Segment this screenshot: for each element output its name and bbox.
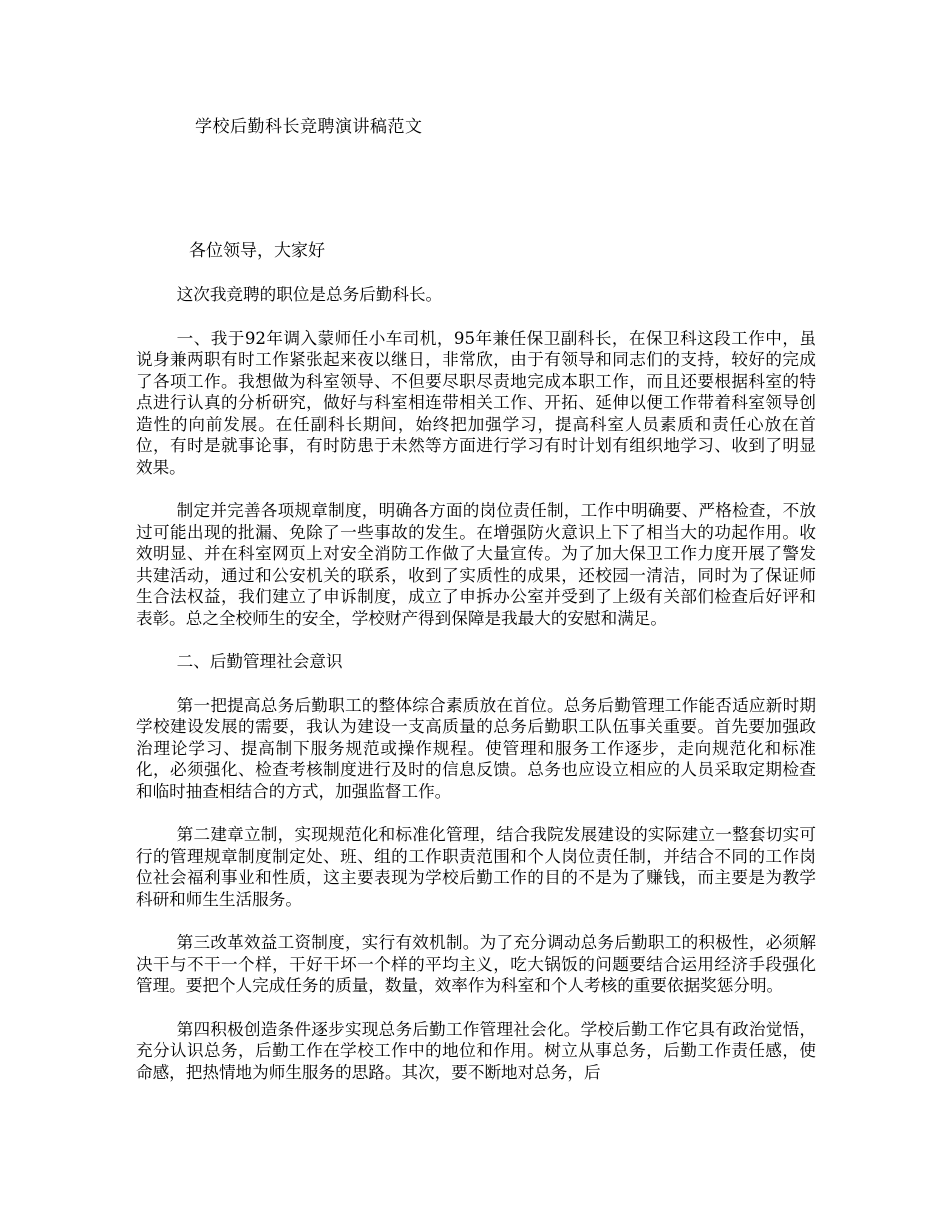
paragraph-second-point: 第二建章立制，实现规范化和标准化管理，结合我院发展建设的实际建立一整套切实可行的管理规章制度制定处、班、组的工作职责范围和个人岗位责任制，并结合不同的工作岗位社会福利事业和性质，这主要表现为学校后勤工作的目的不是为了赚钱，而主要是为教学科研和师生生活服务。 — [136, 825, 816, 909]
paragraph-regulations: 制定并完善各项规章制度，明确各方面的岗位责任制，工作中明确要、严格检查，不放过可能出现的批漏、免除了一些事故的发生。在增强防火意识上下了相当大的功起作用。收效明显、并在科室网页上对安全消防工作做了大量宣传。为了加大保卫工作力度开展了警发共建活动，通过和公安机关的联系，收到了实质性的成果，还校园一清洁，同时为了保证师生合法权益，我们建立了申诉制度，成立了申拆办公室并受到了上级有关部们检查后好评和表彰。总之全校师生的安全，学校财产得到保障是我最大的安慰和满足。 — [136, 501, 816, 628]
section-heading-logistics: 二、后勤管理社会意识 — [176, 652, 343, 671]
paragraph-position: 这次我竞聘的职位是总务后勤科长。 — [176, 285, 443, 304]
document-title: 学校后勤科长竞聘演讲稿范文 — [195, 117, 423, 137]
paragraph-fourth-point: 第四积极创造条件逐步实现总务后勤工作管理社会化。学校后勤工作它具有政治觉悟，充分认识总务，后勤工作在学校工作中的地位和作用。树立从事总务，后勤工作责任感，使命感，把热情地为师生服务的思路。其次，要不断地对总务，后 — [136, 1019, 816, 1082]
greeting: 各位领导，大家好 — [189, 241, 325, 261]
paragraph-first-point: 第一把提高总务后勤职工的整体综合素质放在首位。总务后勤管理工作能否适应新时期学校建设发展的需要，我认为建设一支高质量的总务后勤职工队伍事关重要。首先要加强政治理论学习、提高制下服务规范或操作规程。使管理和服务工作逐步，走向规范化和标准化，必须强化、检查考核制度进行及时的信息反馈。总务也应设立相应的人员采取定期检查和临时抽查相结合的方式，加强监督工作。 — [136, 695, 816, 801]
document-body — [136, 284, 816, 1105]
paragraph-security-work: 一、我于92年调入蒙师任小车司机，95年兼任保卫副科长，在保卫科这段工作中，虽说身兼两职有时工作紧张起来夜以继日，非常欣，由于有领导和同志们的支持，较好的完成了各项工作。我想做为科室领导、不但要尽职尽责地完成本职工作，而且还要根据科室的特点进行认真的分析研究，做好与科室相连带相关工作、开拓、延伸以便工作带着科室领导创造性的向前发展。在任副科长期间，始终把加强学习，提高科室人员素质和责任心放在首位，有时是就事论事，有时防患于未然等方面进行学习有时计划有组织地学习、收到了明显效果。 — [136, 328, 816, 477]
paragraph-third-point: 第三改革效益工资制度，实行有效机制。为了充分调动总务后勤职工的积极性，必须解决干与不干一个样，干好干坏一个样的平均主义，吃大锅饭的问题要结合运用经济手段强化管理。要把个人完成任务的质量，数量，效率作为科室和个人考核的重要依据奖惩分明。 — [136, 933, 816, 995]
